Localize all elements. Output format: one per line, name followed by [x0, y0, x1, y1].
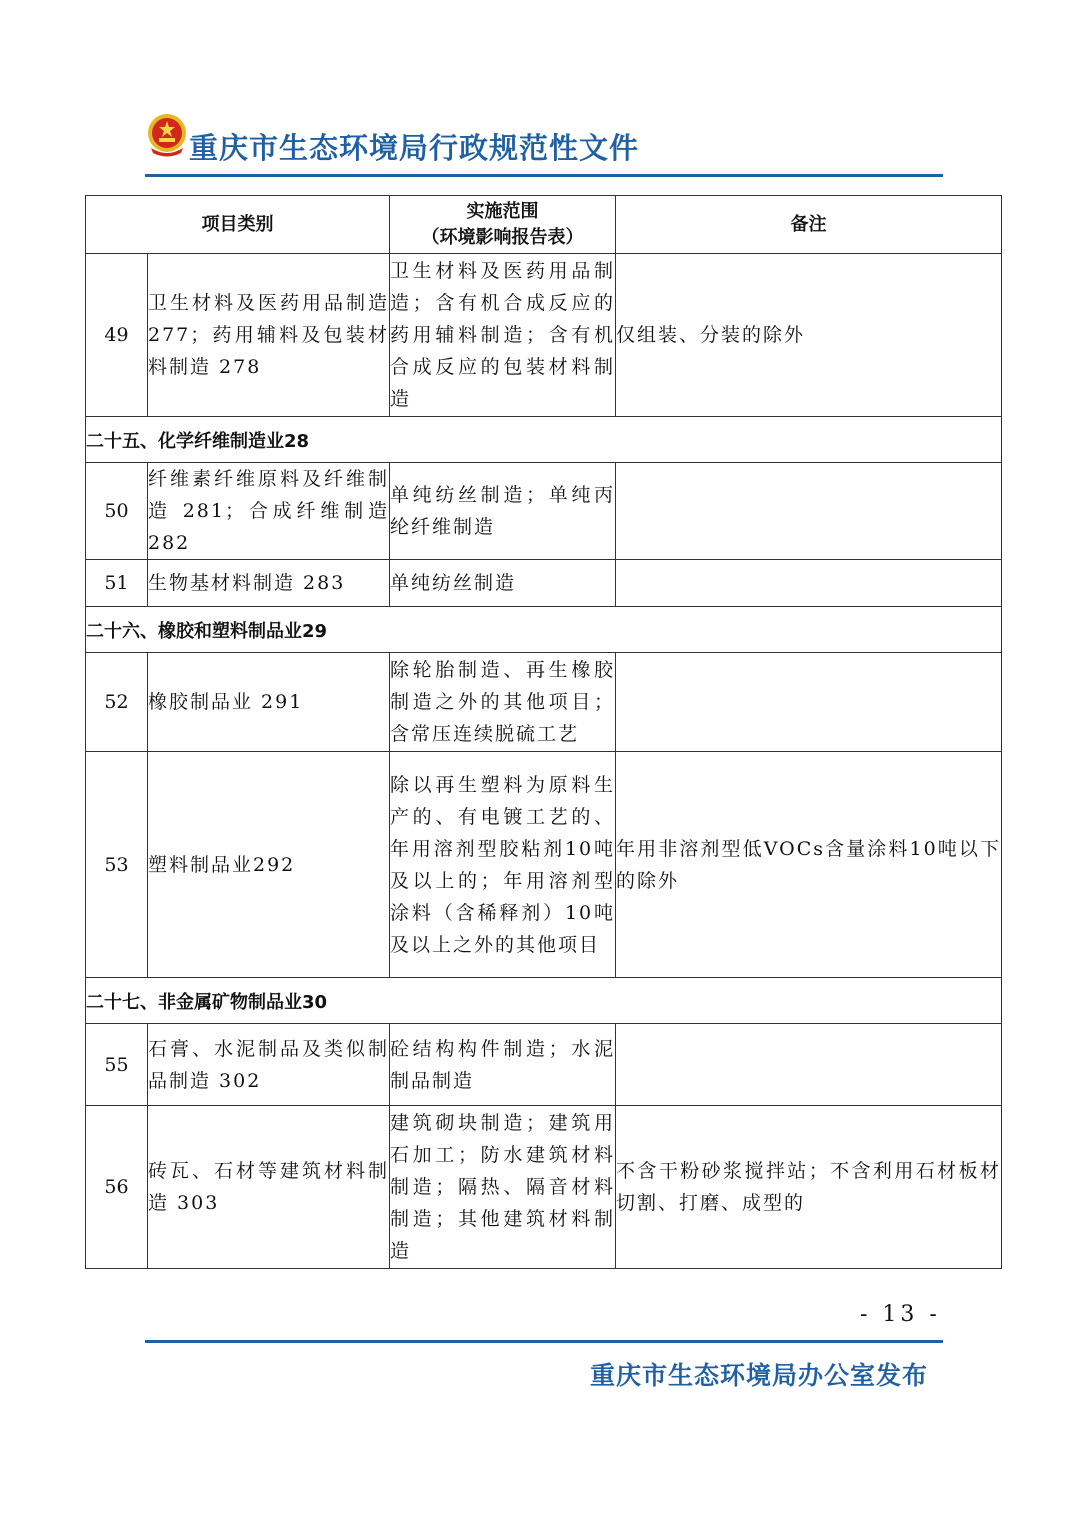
row-category: 砖瓦、石材等建筑材料制造 303	[148, 1106, 390, 1269]
header-scope-line1: 实施范围	[466, 200, 539, 222]
header-divider	[145, 174, 943, 177]
row-scope: 单纯纺丝制造	[390, 560, 616, 607]
row-category: 生物基材料制造 283	[148, 560, 390, 607]
row-scope: 单纯纺丝制造；单纯丙纶纤维制造	[390, 463, 616, 560]
header-remarks: 备注	[616, 196, 1002, 254]
header-title: 重庆市生态环境局行政规范性文件	[189, 131, 640, 165]
footer-publisher: 重庆市生态环境局办公室发布	[589, 1361, 928, 1390]
row-category: 塑料制品业292	[148, 752, 390, 978]
header-category: 项目类别	[86, 196, 390, 254]
row-remarks: 年用非溶剂型低VOCs含量涂料10吨以下的除外	[616, 752, 1002, 978]
table-row	[86, 1024, 1002, 1106]
row-remarks: 不含干粉砂浆搅拌站；不含利用石材板材切割、打磨、成型的	[616, 1106, 1002, 1269]
row-remarks	[616, 653, 1002, 752]
section-title: 二十六、橡胶和塑料制品业29	[86, 607, 1002, 653]
national-emblem-icon	[145, 112, 189, 158]
section-row	[86, 417, 1002, 463]
row-number: 49	[86, 254, 148, 417]
row-number: 56	[86, 1106, 148, 1269]
row-number: 53	[86, 752, 148, 978]
header-scope	[390, 196, 616, 254]
table-row	[86, 463, 1002, 560]
row-scope: 除以再生塑料为原料生产的、有电镀工艺的、年用溶剂型胶粘剂10吨及以上的；年用溶剂型涂料（含稀释剂）10吨及以上之外的其他项目	[390, 752, 616, 978]
row-remarks	[616, 463, 1002, 560]
table-header-row	[86, 196, 1002, 254]
row-remarks	[616, 560, 1002, 607]
row-number: 52	[86, 653, 148, 752]
row-remarks: 仅组装、分装的除外	[616, 254, 1002, 417]
table-row	[86, 752, 1002, 978]
footer-divider	[145, 1340, 943, 1343]
row-category: 纤维素纤维原料及纤维制造 281；合成纤维制造 282	[148, 463, 390, 560]
page-number: - 13 -	[860, 1302, 941, 1327]
table-row	[86, 1106, 1002, 1269]
row-category: 卫生材料及医药用品制造 277；药用辅料及包装材料制造 278	[148, 254, 390, 417]
row-scope: 砼结构构件制造；水泥制品制造	[390, 1024, 616, 1106]
row-category: 石膏、水泥制品及类似制品制造 302	[148, 1024, 390, 1106]
row-number: 51	[86, 560, 148, 607]
row-remarks	[616, 1024, 1002, 1106]
header-scope-line2: （环境影响报告表）	[421, 226, 584, 248]
table-row	[86, 560, 1002, 607]
document-header	[145, 108, 945, 178]
project-table	[85, 195, 1002, 1269]
row-scope: 建筑砌块制造；建筑用石加工；防水建筑材料制造；隔热、隔音材料制造；其他建筑材料制造	[390, 1106, 616, 1269]
row-category: 橡胶制品业 291	[148, 653, 390, 752]
table-row	[86, 254, 1002, 417]
row-number: 50	[86, 463, 148, 560]
section-row	[86, 978, 1002, 1024]
section-title: 二十七、非金属矿物制品业30	[86, 978, 1002, 1024]
row-number: 55	[86, 1024, 148, 1106]
row-scope: 卫生材料及医药用品制造；含有机合成反应的药用辅料制造；含有机合成反应的包装材料制造	[390, 254, 616, 417]
section-title: 二十五、化学纤维制造业28	[86, 417, 1002, 463]
table-row	[86, 653, 1002, 752]
section-row	[86, 607, 1002, 653]
row-scope: 除轮胎制造、再生橡胶制造之外的其他项目；含常压连续脱硫工艺	[390, 653, 616, 752]
